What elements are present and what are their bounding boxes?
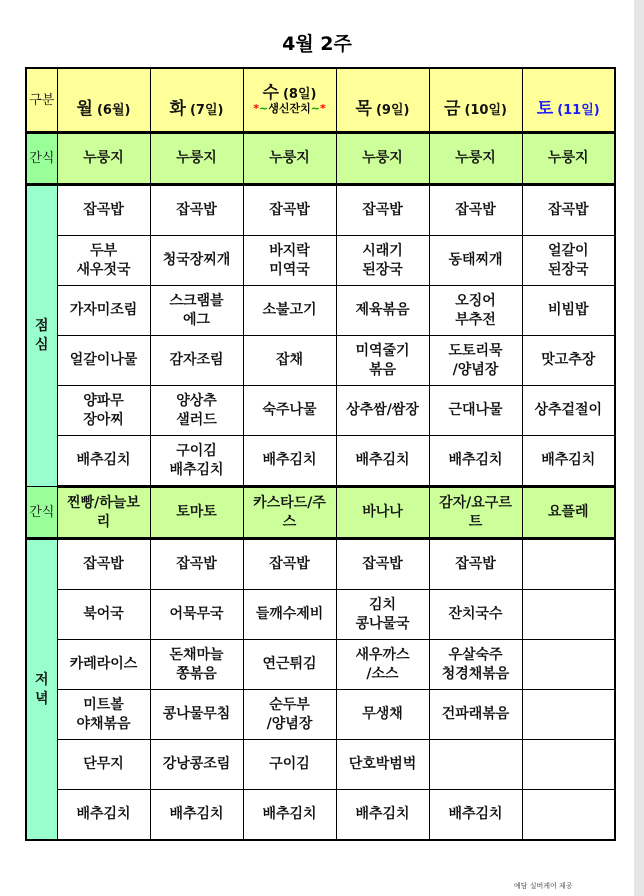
menu-cell: 우살숙주 청경채볶음 [429, 640, 522, 690]
menu-cell: 소불고기 [243, 286, 336, 336]
menu-cell: 누룽지 [150, 133, 243, 185]
menu-cell: 상추겉절이 [522, 386, 615, 436]
lunch-row [26, 236, 615, 286]
menu-cell: 단무지 [57, 740, 150, 790]
menu-cell: 제육볶음 [336, 286, 429, 336]
menu-cell: 양상추 샐러드 [150, 386, 243, 436]
category-header: 구분 [26, 68, 57, 133]
snack-label: 간식 [26, 487, 57, 539]
menu-cell: 돈채마늘 쫑볶음 [150, 640, 243, 690]
menu-cell: 강낭콩조림 [150, 740, 243, 790]
menu-cell: 감자/요구르 트 [429, 487, 522, 539]
menu-cell: 배추김치 [429, 790, 522, 841]
menu-cell: 감자조림 [150, 336, 243, 386]
menu-cell: 시래기 된장국 [336, 236, 429, 286]
menu-cell: 건파래볶음 [429, 690, 522, 740]
weekly-menu-table [25, 67, 616, 841]
menu-cell: 배추김치 [429, 436, 522, 487]
star-icon: * [253, 102, 260, 115]
day-date: (9일) [375, 102, 410, 118]
menu-cell: 스크램블 에그 [150, 286, 243, 336]
snack-label: 간식 [26, 133, 57, 185]
tilde-decoration: ~ [310, 102, 320, 115]
afternoon-snack-row [26, 487, 615, 539]
menu-cell: 배추김치 [522, 436, 615, 487]
menu-cell: 배추김치 [336, 436, 429, 487]
menu-cell: 새우까스 /소스 [336, 640, 429, 690]
provider-credit: 예담 실버케어 제공 [514, 882, 573, 890]
page-title: 4월 2주 [282, 33, 352, 55]
menu-cell [429, 740, 522, 790]
menu-cell: 숙주나물 [243, 386, 336, 436]
menu-cell: 누룽지 [243, 133, 336, 185]
day-header-fri [429, 68, 522, 133]
menu-cell: 도토리묵 /양념장 [429, 336, 522, 386]
menu-cell: 김치 콩나물국 [336, 590, 429, 640]
day-name: 월 [76, 98, 93, 119]
menu-cell: 찐빵/하늘보 리 [57, 487, 150, 539]
lunch-row [26, 336, 615, 386]
dinner-row [26, 640, 615, 690]
lunch-label: 점 심 [26, 185, 57, 487]
menu-cell [522, 690, 615, 740]
star-icon: * [319, 102, 326, 115]
menu-cell [522, 590, 615, 640]
menu-cell: 구이김 [243, 740, 336, 790]
day-date: (8일) [282, 87, 317, 102]
menu-cell: 청국장찌개 [150, 236, 243, 286]
menu-cell: 잡곡밥 [57, 539, 150, 590]
day-header-tue [150, 68, 243, 133]
menu-cell: 무생채 [336, 690, 429, 740]
menu-cell: 잡곡밥 [429, 539, 522, 590]
menu-cell: 잡곡밥 [336, 185, 429, 236]
menu-cell: 잡곡밥 [243, 185, 336, 236]
menu-cell: 상추쌈/쌈장 [336, 386, 429, 436]
menu-cell: 북어국 [57, 590, 150, 640]
menu-cell: 동태찌개 [429, 236, 522, 286]
menu-cell: 잡곡밥 [243, 539, 336, 590]
menu-cell: 잡곡밥 [150, 539, 243, 590]
menu-cell: 배추김치 [243, 790, 336, 841]
day-name: 토 [536, 98, 554, 119]
morning-snack-row [26, 133, 615, 185]
menu-cell: 누룽지 [57, 133, 150, 185]
day-header-thu [336, 68, 429, 133]
menu-cell: 단호박범벅 [336, 740, 429, 790]
dinner-row [26, 740, 615, 790]
menu-cell [522, 790, 615, 841]
day-name: 목 [355, 98, 372, 119]
menu-cell [522, 740, 615, 790]
menu-cell: 순두부 /양념장 [243, 690, 336, 740]
menu-cell: 가자미조림 [57, 286, 150, 336]
menu-cell: 카레라이스 [57, 640, 150, 690]
menu-cell: 잡채 [243, 336, 336, 386]
day-header-wed [243, 68, 336, 133]
menu-cell: 잡곡밥 [336, 539, 429, 590]
day-date: (11일) [557, 102, 600, 118]
menu-cell: 배추김치 [57, 790, 150, 841]
menu-cell: 토마토 [150, 487, 243, 539]
dinner-row [26, 590, 615, 640]
lunch-row [26, 386, 615, 436]
menu-cell: 근대나물 [429, 386, 522, 436]
dinner-label: 저 녁 [26, 539, 57, 841]
menu-cell: 배추김치 [336, 790, 429, 841]
menu-cell: 바지락 미역국 [243, 236, 336, 286]
menu-cell: 잡곡밥 [522, 185, 615, 236]
day-date: (6월) [96, 102, 131, 118]
menu-cell: 잡곡밥 [57, 185, 150, 236]
menu-cell: 오징어 부추전 [429, 286, 522, 336]
menu-cell: 누룽지 [522, 133, 615, 185]
menu-cell: 누룽지 [336, 133, 429, 185]
lunch-row [26, 286, 615, 336]
menu-cell [522, 539, 615, 590]
day-date: (10일) [464, 102, 507, 118]
day-header-sat [522, 68, 615, 133]
menu-cell: 요플레 [522, 487, 615, 539]
menu-cell: 배추김치 [150, 790, 243, 841]
menu-cell: 콩나물무침 [150, 690, 243, 740]
lunch-row [26, 185, 615, 236]
menu-cell: 배추김치 [243, 436, 336, 487]
menu-cell: 구이김 배추김치 [150, 436, 243, 487]
event-label: 생신잔치 [268, 102, 311, 115]
menu-cell: 미트볼 야채볶음 [57, 690, 150, 740]
dinner-row [26, 790, 615, 841]
day-name: 수 [262, 83, 279, 103]
lunch-row [26, 436, 615, 487]
menu-cell: 잡곡밥 [429, 185, 522, 236]
menu-cell: 비빔밥 [522, 286, 615, 336]
dinner-row [26, 690, 615, 740]
menu-cell: 누룽지 [429, 133, 522, 185]
menu-cell: 맛고추장 [522, 336, 615, 386]
menu-cell: 잔치국수 [429, 590, 522, 640]
menu-cell: 연근튀김 [243, 640, 336, 690]
day-name: 화 [169, 98, 186, 119]
day-date: (7일) [189, 102, 224, 118]
menu-cell [522, 640, 615, 690]
menu-cell: 미역줄기 볶음 [336, 336, 429, 386]
menu-cell: 얼갈이 된장국 [522, 236, 615, 286]
menu-cell: 잡곡밥 [150, 185, 243, 236]
event-birthday-party [245, 103, 335, 115]
menu-cell: 어묵무국 [150, 590, 243, 640]
menu-cell: 양파무 장아찌 [57, 386, 150, 436]
menu-cell: 배추김치 [57, 436, 150, 487]
menu-cell: 바나나 [336, 487, 429, 539]
day-name: 금 [444, 98, 461, 119]
menu-cell: 카스타드/주 스 [243, 487, 336, 539]
dinner-row [26, 539, 615, 590]
menu-cell: 두부 새우젓국 [57, 236, 150, 286]
header-row [26, 68, 615, 133]
tilde-decoration: ~ [259, 102, 269, 115]
menu-cell: 얼갈이나물 [57, 336, 150, 386]
menu-cell: 들깨수제비 [243, 590, 336, 640]
day-header-mon [57, 68, 150, 133]
